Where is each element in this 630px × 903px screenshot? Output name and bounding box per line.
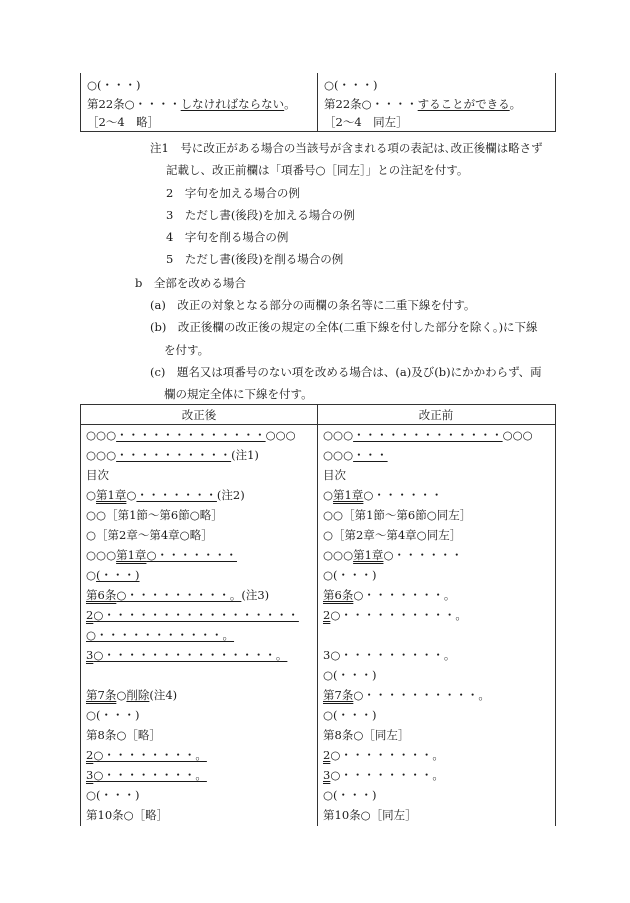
top-right-line-2: 第22条○・・・・することができる。 xyxy=(324,97,522,111)
rule-c-cont: 欄の規定全体に下線を付す。 xyxy=(164,387,313,401)
after-row-5: ○○［第1節〜第6節○略］ xyxy=(86,508,223,522)
before-row-15: 第8条○［同左］ xyxy=(323,728,410,742)
top-comparison-table xyxy=(80,73,556,132)
before-row-13: 第7条○・・・・・・・・・・。 xyxy=(323,688,490,702)
section-b-heading: b 全部を改める場合 xyxy=(135,276,246,290)
after-row-17: 3○・・・・・・・・。 xyxy=(86,768,207,782)
after-row-13: 第7条○削除(注4) xyxy=(86,688,178,702)
top-left-line-2: 第22条○・・・・しなければならない。 xyxy=(87,97,296,111)
note-1-cont: 記載し、改正前欄は「項番号○［同左］」との注記を付す。 xyxy=(166,163,469,177)
before-row-19: 第10条○［同左］ xyxy=(323,808,417,822)
main-comparison-table xyxy=(80,404,556,826)
after-row-15: 第8条○［略］ xyxy=(86,728,161,742)
before-row-18: ○(・・・) xyxy=(323,788,377,802)
after-row-18: ○(・・・) xyxy=(86,788,140,802)
header-after-amendment: 改正後 xyxy=(181,408,217,422)
after-row-1: ○○○・・・・・・・・・・・・・○○○ xyxy=(86,428,296,442)
note-4: 4 字句を削る場合の例 xyxy=(166,230,289,244)
header-before-amendment: 改正前 xyxy=(418,408,454,422)
after-row-14: ○(・・・) xyxy=(86,708,140,722)
original-text: することができる xyxy=(417,97,510,111)
top-right-line-3: ［2〜4 同左］ xyxy=(324,115,408,129)
after-row-2: ○○○・・・・・・・・・・(注1) xyxy=(86,448,259,462)
before-row-1: ○○○・・・・・・・・・・・・・○○○ xyxy=(323,428,533,442)
before-row-12: 3○・・・・・・・・・。 xyxy=(323,648,456,662)
amended-text: しなければならない xyxy=(180,97,285,111)
after-row-4: ○第1章○・・・・・・・(注2) xyxy=(86,488,245,502)
rule-b: (b) 改正後欄の改正後の規定の全体(二重下線を付した部分を除く｡)に下線 xyxy=(150,320,538,334)
note-1: 注1 号に改正がある場合の当該号が含まれる項の表記は､改正後欄は略さず xyxy=(150,141,543,155)
note-5: 5 ただし書(後段)を削る場合の例 xyxy=(166,252,344,266)
before-row-3: 目次 xyxy=(323,468,346,482)
column-divider xyxy=(317,73,318,131)
after-row-6: ○［第2章〜第4章○略］ xyxy=(86,528,213,542)
after-row-7: ○○○第1章○・・・・・・・ xyxy=(86,548,237,562)
column-divider xyxy=(317,405,318,826)
rule-b-cont: を付す。 xyxy=(164,343,210,357)
before-row-14: ○(・・・) xyxy=(323,708,377,722)
note-2: 2 字句を加える場合の例 xyxy=(166,186,300,200)
rule-c: (c) 題名又は項番号のない項を改める場合は、(a)及び(b)にかかわらず、両 xyxy=(150,365,542,379)
header-rule xyxy=(81,424,555,425)
top-left-line-3: ［2〜4 略］ xyxy=(87,115,160,129)
top-left-line-1: ○(・・・) xyxy=(87,78,141,92)
after-row-10: 2○・・・・・・・・・・・・・・・・・ xyxy=(86,608,299,622)
before-row-6: ○［第2章〜第4章○同左］ xyxy=(323,528,462,542)
before-row-4: ○第1章○・・・・・・ xyxy=(323,488,443,502)
after-row-3: 目次 xyxy=(86,468,109,482)
before-row-12b: ○(・・・) xyxy=(323,668,377,682)
top-right-line-1: ○(・・・) xyxy=(324,78,378,92)
before-row-5: ○○［第1節〜第6節○同左］ xyxy=(323,508,472,522)
before-row-7: ○○○第1章○・・・・・・ xyxy=(323,548,463,562)
after-row-19: 第10条○［略］ xyxy=(86,808,169,822)
before-row-2: ○○○・・・ xyxy=(323,448,388,462)
before-row-17: 3○・・・・・・・・。 xyxy=(323,768,444,782)
after-row-11: ○・・・・・・・・・・・。 xyxy=(86,628,235,642)
after-row-8: ○(・・・) xyxy=(86,568,140,582)
before-row-10: 2○・・・・・・・・・・。 xyxy=(323,608,467,622)
after-row-9: 第6条○・・・・・・・・・。(注3) xyxy=(86,588,270,602)
before-row-8: ○(・・・) xyxy=(323,568,377,582)
before-row-16: 2○・・・・・・・・。 xyxy=(323,748,444,762)
after-row-12: 3○・・・・・・・・・・・・・・・。 xyxy=(86,648,288,662)
after-row-16: 2○・・・・・・・・。 xyxy=(86,748,207,762)
rule-a: (a) 改正の対象となる部分の両欄の条名等に二重下線を付す。 xyxy=(150,298,476,312)
before-row-9: 第6条○・・・・・・・。 xyxy=(323,588,456,602)
note-3: 3 ただし書(後段)を加える場合の例 xyxy=(166,208,355,222)
